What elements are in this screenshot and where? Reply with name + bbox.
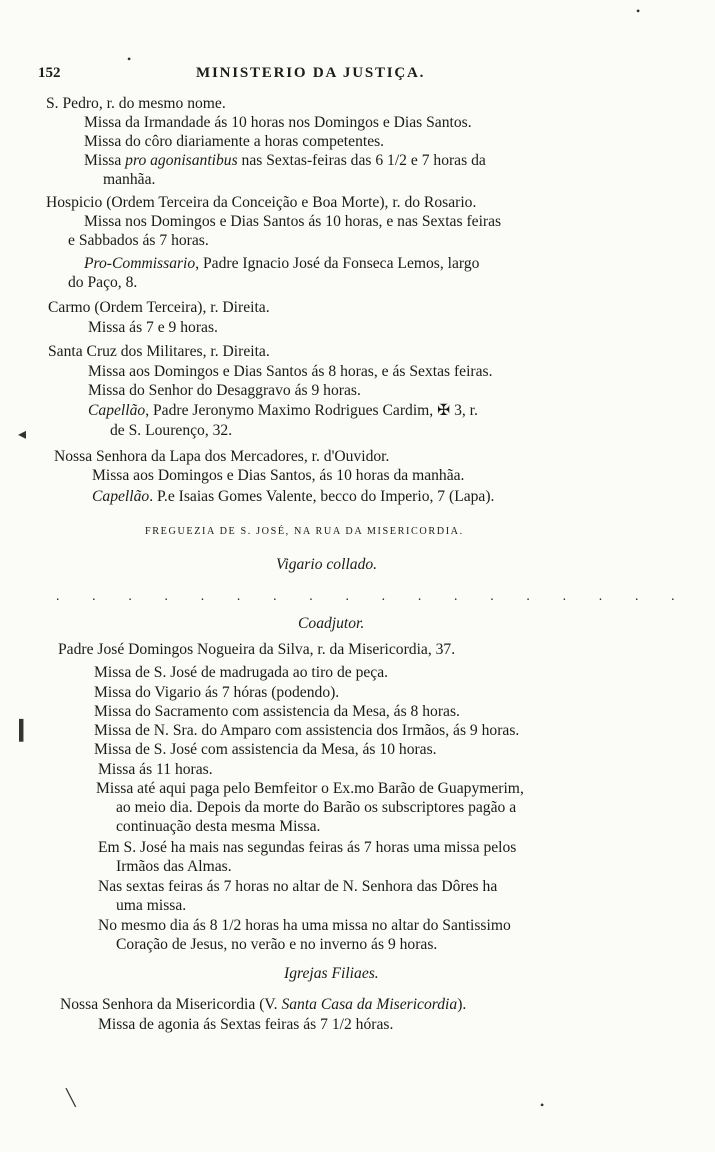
text-run: Missa do côro diariamente a horas competentes. [84, 133, 385, 150]
text-run: Hospicio (Ordem Terceira da Conceição e Boa Morte), r. do Rosario. [46, 194, 477, 211]
italic-run: Igrejas Filiaes. [284, 965, 379, 982]
text-line [88, 362, 493, 381]
text-line [116, 817, 320, 836]
text-line [116, 857, 232, 876]
text-run: Carmo (Ordem Terceira), r. Direita. [48, 299, 270, 316]
text-run: Padre José Domingos Nogueira da Silva, r. da Misericordia, 37. [58, 641, 456, 658]
text-run: Missa até aqui paga pelo Bemfeitor o Ex.mo Barão de Guapymerim, [96, 780, 524, 797]
text-run: , Padre Ignacio José da Fonseca Lemos, largo [195, 255, 480, 272]
text-line [284, 964, 379, 983]
running-title: MINISTERIO DA JUSTIÇA. [196, 65, 426, 81]
text-run: . P.e Isaias Gomes Valente, becco do Imperio, 7 (Lapa). [149, 488, 495, 505]
text-run: ). [457, 996, 467, 1013]
text-line [276, 555, 377, 574]
italic-run: Vigario collado. [276, 556, 378, 573]
text-run: Coração de Jesus, no verão e no inverno ás 9 horas. [116, 936, 438, 953]
page-number: 152 [38, 65, 61, 81]
text-run: e Sabbados ás 7 horas. [68, 232, 209, 249]
margin-speck: ◂ [18, 426, 27, 443]
text-run: continuação desta mesma Missa. [116, 818, 321, 835]
text-line [60, 995, 466, 1014]
text-line [56, 587, 689, 606]
text-line [116, 935, 437, 954]
text-run: Missa de agonia ás Sextas feiras ás 7 1/2 hóras. [98, 1016, 394, 1033]
text-line [92, 487, 494, 506]
text-run: de S. Lourenço, 32. [110, 422, 233, 439]
text-line [92, 466, 464, 485]
text-line [94, 702, 460, 721]
text-line [84, 151, 486, 170]
text-line [98, 877, 497, 896]
text-line [88, 318, 218, 337]
text-line [98, 916, 511, 935]
text-run: do Paço, 8. [68, 274, 138, 291]
text-line [96, 779, 524, 798]
text-run: No mesmo dia ás 8 1/2 horas ha uma missa no altar do Santissimo [98, 917, 511, 934]
margin-speck: • [540, 1098, 545, 1112]
text-line [298, 614, 364, 633]
text-line [98, 760, 213, 779]
text-line [48, 342, 270, 361]
italic-run: pro agonisantibus [125, 152, 238, 169]
italic-run: Santa Casa da Misericordia [281, 996, 458, 1013]
text-line [88, 381, 361, 400]
text-line [116, 798, 516, 817]
text-line [84, 212, 501, 231]
margin-speck: • [127, 52, 132, 66]
text-run: Missa de S. José de madrugada ao tiro de peça. [94, 664, 389, 681]
text-run: Nossa Senhora da Lapa dos Mercadores, r. d'Ouvidor. [54, 448, 390, 465]
text-line [46, 94, 226, 113]
text-run: Missa do Vigario ás 7 hóras (podendo). [94, 684, 340, 701]
italic-run: Capellão [92, 488, 150, 505]
text-line [46, 193, 476, 212]
text-line [103, 170, 155, 189]
text-line [54, 447, 389, 466]
text-run: Missa aos Domingos e Dias Santos ás 8 horas, e ás Sextas feiras. [88, 363, 493, 380]
text-run: Missa de S. José com assistencia da Mesa, ás 10 horas. [94, 741, 437, 758]
text-line [84, 132, 384, 151]
text-line [48, 298, 270, 317]
text-run: Missa aos Domingos e Dias Santos, ás 10 horas da manhãa. [92, 467, 465, 484]
margin-speck: • [636, 4, 641, 18]
text-run: Missa do Sacramento com assistencia da Mesa, ás 8 horas. [94, 703, 460, 720]
text-run: . . . . . . . . . . . . . . . . . . [56, 589, 690, 604]
text-line [88, 401, 478, 420]
text-line [98, 1015, 393, 1034]
text-line [98, 838, 516, 857]
text-run: Missa ás 7 e 9 horas. [88, 319, 218, 336]
text-line [94, 721, 519, 740]
text-run: ao meio dia. Depois da morte do Barão os subscriptores pagão a [116, 799, 517, 816]
text-run: Missa nos Domingos e Dias Santos ás 10 horas, e nas Sextas feiras [84, 213, 502, 230]
text-line [68, 231, 209, 250]
text-run: uma missa. [116, 897, 187, 914]
text-line [116, 896, 186, 915]
text-run: Missa ás 11 horas. [98, 761, 213, 778]
text-line [94, 683, 339, 702]
italic-run: Capellão [88, 402, 146, 419]
text-run: Irmãos das Almas. [116, 858, 232, 875]
text-line [94, 663, 388, 682]
text-line [84, 254, 479, 273]
text-run: S. Pedro, r. do mesmo nome. [46, 95, 226, 112]
text-run: nas Sextas-feiras das 6 1/2 e 7 horas da [237, 152, 486, 169]
text-line [68, 273, 137, 292]
text-line [110, 421, 232, 440]
text-run: Nas sextas feiras ás 7 horas no altar de N. Senhora das Dôres ha [98, 878, 498, 895]
text-run: manhãa. [103, 171, 156, 188]
text-run: Missa [84, 152, 126, 169]
text-line [84, 113, 472, 132]
text-run: Santa Cruz dos Militares, r. Direita. [48, 343, 270, 360]
text-run: Missa de N. Sra. do Amparo com assistencia dos Irmãos, ás 9 horas. [94, 722, 520, 739]
text-run: Missa da Irmandade ás 10 horas nos Domingos e Dias Santos. [84, 114, 472, 131]
italic-run: Coadjutor. [298, 615, 365, 632]
text-run: Em S. José ha mais nas segundas feiras ás 7 horas uma missa pelos [98, 839, 517, 856]
text-run: Nossa Senhora da Misericordia (V. [60, 996, 282, 1013]
text-line [58, 640, 455, 659]
text-line [145, 522, 464, 541]
text-run: , Padre Jeronymo Maximo Rodrigues Cardim, ✠ 3, r. [145, 402, 478, 419]
text-run: FREGUEZIA DE S. JOSÉ, NA RUA DA MISERICORDIA. [145, 526, 464, 537]
margin-speck: ❙ [12, 716, 31, 741]
text-line [94, 740, 437, 759]
margin-speck: ╲ [66, 1090, 76, 1107]
text-run: Missa do Senhor do Desaggravo ás 9 horas. [88, 382, 361, 399]
italic-run: Pro-Commissario [84, 255, 196, 272]
